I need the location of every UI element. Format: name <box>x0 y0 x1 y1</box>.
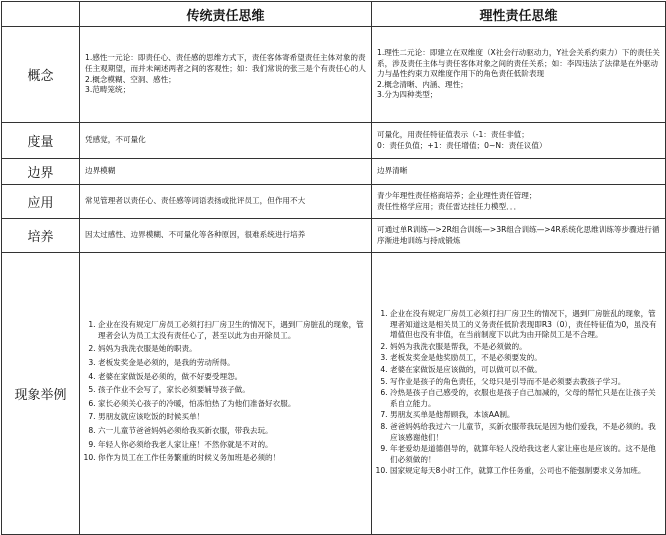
row-cultivation <box>2 219 666 253</box>
corner-cell <box>2 2 80 27</box>
row-label-measure: 度量 <box>2 123 80 159</box>
examples-traditional-list <box>85 320 366 464</box>
comparison-table <box>1 1 666 535</box>
row-label-cultivation: 培养 <box>2 219 80 253</box>
list-item: 8. 六一儿童节爸爸妈妈必须给我买新衣服，带我去玩。 <box>98 426 366 437</box>
row-label-application: 应用 <box>2 185 80 219</box>
list-item: 3. 老板发奖金是必须的，是我的劳动所得。 <box>98 358 366 369</box>
concept-rational-line: 2.概念清晰、内涵、理性； <box>377 79 468 89</box>
boundary-rational: 边界清晰 <box>372 159 666 185</box>
list-item: 9. 年老爱幼是道德倡导的，就算年轻人没给我这老人家让座也是应该的。这不是他们必须做的！ <box>390 444 660 465</box>
application-rational <box>372 185 666 219</box>
measure-rational-line: 可量化，用责任特征值表示（-1：责任非值； <box>377 129 529 139</box>
examples-rational-list <box>377 309 660 477</box>
concept-traditional-line: 3.范畴笼统； <box>85 85 131 95</box>
concept-traditional-line: 1.感性一元论：即责任心、责任感的思维方式下，责任客体寄希望责任主体对象的责任主观期望，而并未阐述两者之间的客观性；如：我们常说的张三是个有责任心的人 <box>85 53 366 73</box>
application-rational-line: 责任性格学应用；责任雷达挂任力模型．．． <box>377 201 522 211</box>
list-item: 6. 家长必须关心孩子的冷暖，怕冻怕热了为他们准备好衣服。 <box>98 399 366 410</box>
measure-traditional: 凭感觉，不可量化 <box>80 123 372 159</box>
row-label-concept: 概念 <box>2 27 80 123</box>
row-measure <box>2 123 666 159</box>
concept-traditional <box>80 27 372 123</box>
list-item: 4. 老婆在家做饭是必须的，做不好要受埋怨。 <box>98 372 366 383</box>
cultivation-rational: 可通过单R训练—>2R组合训练—>3R组合训练—>4R系统化思维训练等步骤进行循序渐进地训练与持成锻炼 <box>372 219 666 253</box>
header-rational: 理性责任思维 <box>372 2 666 27</box>
row-label-boundary: 边界 <box>2 159 80 185</box>
list-item: 10. 国家规定每天8小时工作，就算工作任务重，公司也不能强制要求义务加班。 <box>390 466 660 477</box>
list-item: 6. 冷热是孩子自己感受的，衣服也是孩子自己加减的，父母的帮忙只是在让孩子关系自立能力。 <box>390 388 660 409</box>
list-item: 4. 老婆在家做饭是应该做的，可以做可以不做。 <box>390 365 660 376</box>
row-boundary <box>2 159 666 185</box>
measure-rational <box>372 123 666 159</box>
list-item: 2. 妈妈为我洗衣服是她的职责。 <box>98 344 366 355</box>
list-item: 7. 男朋友就应该吃饭的时候买单！ <box>98 412 366 423</box>
concept-traditional-line: 2.概念模糊、空洞、感性； <box>85 74 176 84</box>
list-item: 3. 老板发奖金是他奖励员工，不是必须要发的。 <box>390 353 660 364</box>
application-traditional: 常见管理者以责任心、责任感等词语表扬或批评员工，但作用不大 <box>80 185 372 219</box>
header-row <box>2 2 666 27</box>
row-label-examples: 现象举例 <box>2 253 80 535</box>
list-item: 10. 你作为员工在工作任务繁重的时候义务加班是必须的！ <box>98 453 366 464</box>
cultivation-traditional: 因太过感性、边界模糊、不可量化等各种原因，很难系统进行培养 <box>80 219 372 253</box>
list-item: 5. 孩子作业不会写了，家长必须要辅导孩子做。 <box>98 385 366 396</box>
list-item: 7. 男朋友买单是他帮顾我，本该AA制。 <box>390 410 660 421</box>
concept-rational-line: 3.分为四种类型； <box>377 90 438 100</box>
application-rational-line: 青少年理性责任格商培养；企业理性责任管理； <box>377 190 537 200</box>
row-concept <box>2 27 666 123</box>
concept-rational-line: 1.理性二元论：即建立在双维度（X社会行动驱动力，Y社会关系约束力）下的责任关系，涉及责任主体与责任客体对象之间的责任关系；如：李四违法了法律是在外驱动力与晶性约束力双维度作用下的角色责任低阶表现 <box>377 48 660 79</box>
examples-rational <box>372 253 666 535</box>
examples-traditional <box>80 253 372 535</box>
list-item: 8. 爸爸妈妈给我过六一儿童节，买新衣服带我玩是因为他们爱我，不是必须的。我应该感谢他们！ <box>390 422 660 443</box>
boundary-traditional: 边界模糊 <box>80 159 372 185</box>
list-item: 1. 企业在没有规定厂房员工必须打扫厂房卫生的情况下，遇到厂房脏乱的现象，管理者会认为员工太没有责任心了，甚至以此为由开除员工。 <box>98 320 366 341</box>
list-item: 1. 企业在没有规定厂房员工必须打扫厂房卫生的情况下，遇到厂房脏乱的现象，管理者知道这是相关员工的义务责任低阶表现即R3（0），责任特征值为0，虽没有增值但也没有非值，在当前制度下以此为由开除员工是不合理。 <box>390 309 660 341</box>
list-item: 5. 写作业是孩子的角色责任，父母只是引导而不是必须要去教孩子学习。 <box>390 377 660 388</box>
list-item: 9. 年轻人你必须给我老人家让座！不然你就是不对的。 <box>98 440 366 451</box>
row-application <box>2 185 666 219</box>
concept-rational <box>372 27 666 123</box>
list-item: 2. 妈妈为我洗衣服是帮我，不是必须做的。 <box>390 342 660 353</box>
measure-rational-line: 0：责任负值；+1：责任增值；0~N：责任议值） <box>377 140 547 150</box>
header-traditional: 传统责任思维 <box>80 2 372 27</box>
row-examples <box>2 253 666 535</box>
